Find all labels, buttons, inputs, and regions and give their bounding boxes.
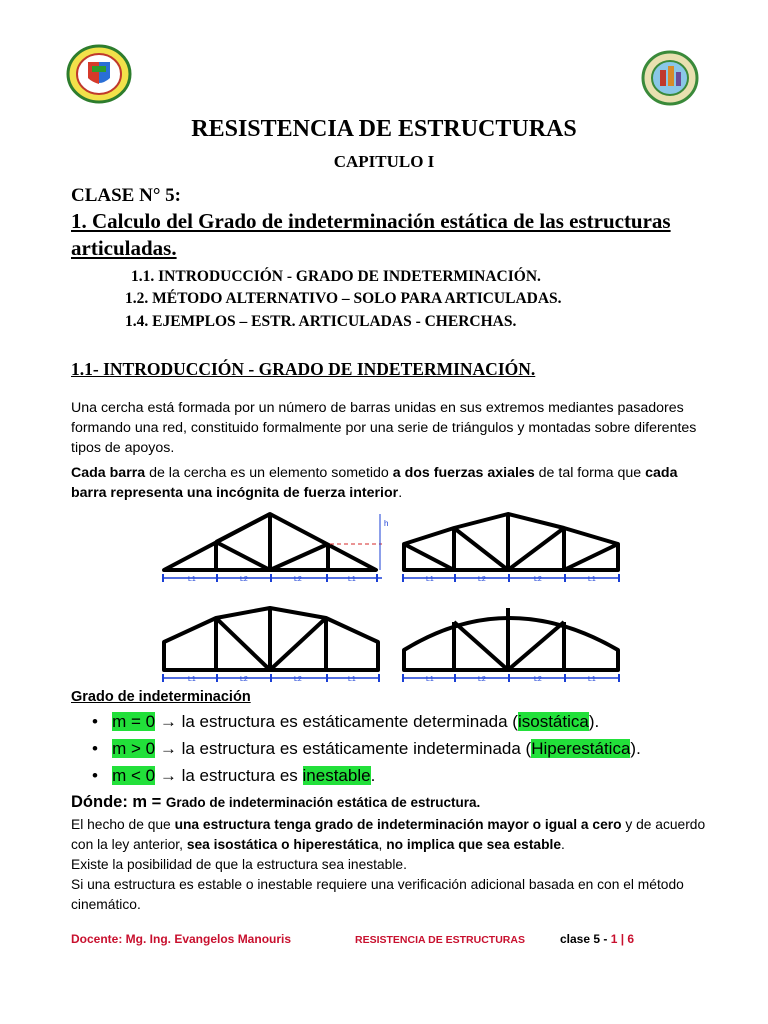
conclusion-paragraph: El hecho de que una estructura tenga grado de indeterminación mayor o igual a cero y de acuerdo con la ley anterior, sea isostática o hiperestática, no implica que sea estable. Existe la posibilidad de que la estructura sea inestable. Si una estructura es estable o inestable requiere una verificación adicional basada en con el método cinemático.: [71, 817, 706, 912]
footer-course: RESISTENCIA DE ESTRUCTURAS: [355, 934, 525, 946]
main-heading: 1. Calculo del Grado de indeterminación estática de las estructuras articuladas.: [71, 209, 671, 260]
section-title: 1.1- INTRODUCCIÓN - GRADO DE INDETERMINACIÓN.: [71, 359, 536, 379]
dim-label: L1: [348, 576, 356, 583]
truss-diagram-arched: [400, 604, 630, 684]
dim-label: L2: [534, 576, 542, 583]
faculty-logo: [641, 50, 699, 106]
truss-diagram-polygonal: [400, 508, 630, 588]
dim-label: L2: [534, 676, 542, 683]
university-logo: [66, 44, 132, 104]
intro-paragraph: Una cercha está formada por un número de barras unidas en sus extremos mediantes pasadores formando una red, constituido formalmente por una serie de triángulos y montadas sobre diferentes tipos de apoyos.: [71, 400, 697, 456]
grado-label: Grado de indeterminación: [71, 689, 251, 705]
class-number: CLASE N° 5:: [71, 185, 182, 206]
document-title: RESISTENCIA DE ESTRUCTURAS: [191, 116, 577, 142]
truss-diagram-triangular: [160, 508, 396, 588]
dim-label: L2: [478, 576, 486, 583]
dim-label: L1: [588, 676, 596, 683]
bullet-item: • m = 0 → la estructura es estáticamente determinada (isostática).: [92, 712, 600, 731]
dim-label: L1: [348, 676, 356, 683]
dim-label: L2: [478, 676, 486, 683]
intro-paragraph-2: Cada barra de la cercha es un elemento sometido a dos fuerzas axiales de tal forma que cada barra representa una incógnita de fuerza interior.: [71, 465, 678, 501]
truss-diagram-trapezoidal: [160, 604, 396, 684]
dim-label: h: [384, 519, 389, 528]
dim-label: L1: [426, 676, 434, 683]
dim-label: L2: [240, 676, 248, 683]
toc-item: 1.1. INTRODUCCIÓN - GRADO DE INDETERMINACIÓN.: [131, 268, 541, 285]
donde-line: Dónde: m = Grado de indeterminación estática de estructura.: [71, 793, 481, 811]
dim-label: L1: [188, 576, 196, 583]
toc-item: 1.2. MÉTODO ALTERNATIVO – SOLO PARA ARTICULADAS.: [125, 290, 562, 307]
dim-label: L1: [188, 676, 196, 683]
dim-label: L1: [588, 576, 596, 583]
bullet-item: • m < 0 → la estructura es inestable.: [92, 766, 376, 785]
bullet-item: • m > 0 → la estructura es estáticamente indeterminada (Hiperestática).: [92, 739, 641, 758]
dim-label: L1: [426, 576, 434, 583]
footer-page: clase 5 - 1 | 6: [560, 932, 635, 946]
dim-label: L2: [294, 676, 302, 683]
dim-label: L2: [294, 576, 302, 583]
toc-item: 1.4. EJEMPLOS – ESTR. ARTICULADAS - CHERCHAS.: [125, 313, 517, 330]
chapter-subtitle: CAPITULO I: [333, 152, 435, 171]
footer-docente: Docente: Mg. Ing. Evangelos Manouris: [71, 932, 292, 946]
dim-label: L2: [240, 576, 248, 583]
